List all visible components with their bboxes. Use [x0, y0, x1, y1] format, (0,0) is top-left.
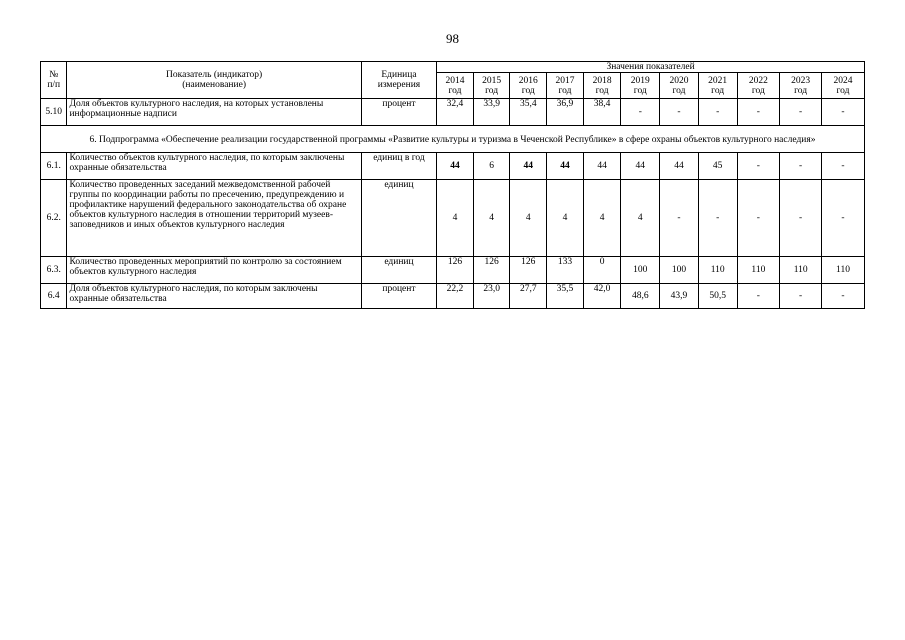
row-value-2015: 6	[473, 153, 510, 180]
header-year-value: 2016	[518, 75, 538, 86]
page-number: 98	[446, 31, 459, 46]
row-value-2021: 45	[698, 153, 737, 180]
row-value-2024: -	[822, 153, 865, 180]
row-value-2015: 33,9	[473, 99, 510, 126]
row-value-2022: -	[737, 180, 780, 257]
header-unit-line2: измерения	[377, 80, 421, 90]
header-year-suffix: год	[751, 85, 765, 96]
row-indicator: Количество объектов культурного наследия, по которым заключены охранные обязательства	[67, 153, 361, 180]
header-year-value: 2018	[592, 75, 612, 86]
row-number: 6.2.	[41, 180, 67, 257]
header-year-value: 2022	[748, 75, 768, 86]
subprogram-title: 6. Подпрограмма «Обеспечение реализации государственной программы «Развитие культуры и туризма в Чеченской Республике» в сфере охраны объектов культурного наследия»	[41, 126, 865, 153]
row-value-2023: -	[780, 153, 822, 180]
row-value-2018: 38,4	[583, 99, 621, 126]
table-row	[41, 153, 865, 180]
header-year-value: 2021	[708, 75, 728, 86]
row-value-2023: -	[780, 284, 822, 309]
row-value-2023: -	[780, 180, 822, 257]
row-indicator: Доля объектов культурного наследия, по которым заключены охранные обязательства	[67, 284, 361, 309]
row-value-2016: 126	[510, 257, 547, 284]
row-indicator: Доля объектов культурного наследия, на которых установлены информационные надписи	[67, 99, 361, 126]
header-year-2022	[737, 73, 780, 99]
header-year-value: 2024	[833, 75, 853, 86]
header-year-value: 2020	[669, 75, 689, 86]
header-year-suffix: год	[836, 85, 850, 96]
header-year-suffix: год	[711, 85, 725, 96]
row-value-2014: 4	[437, 180, 474, 257]
row-value-2016: 35,4	[510, 99, 547, 126]
header-indicator-line2: (наименование)	[182, 80, 246, 90]
row-value-2014: 126	[437, 257, 474, 284]
table-row	[41, 180, 865, 257]
row-unit: процент	[361, 99, 436, 126]
row-value-2017: 35,5	[547, 284, 584, 309]
row-value-2020: -	[660, 180, 699, 257]
row-value-2022: -	[737, 284, 780, 309]
header-values: Значения показателей	[437, 62, 865, 73]
header-year-2016	[510, 73, 547, 99]
row-value-2023: -	[780, 99, 822, 126]
header-indicator	[67, 62, 361, 99]
header-year-2018	[583, 73, 621, 99]
header-year-2020	[660, 73, 699, 99]
table-row	[41, 257, 865, 284]
row-value-2020: 100	[660, 257, 699, 284]
row-value-2014: 44	[437, 153, 474, 180]
row-value-2017: 36,9	[547, 99, 584, 126]
header-year-2021	[698, 73, 737, 99]
header-unit-line1: Единица	[381, 70, 417, 80]
row-value-2018: 44	[583, 153, 621, 180]
header-year-suffix: год	[448, 85, 462, 96]
row-number: 6.3.	[41, 257, 67, 284]
subprogram-row	[41, 126, 865, 153]
row-number: 6.1.	[41, 153, 67, 180]
row-indicator: Количество проведенных заседаний межведомственной рабочей группы по координации работы по пресечению, предупреждению и профилактике нарушений федерального законодательства об охране объектов культурного наследия в отношении территорий музеев-заповедников и иных объектов культурного наследия	[67, 180, 361, 257]
row-value-2014: 32,4	[437, 99, 474, 126]
row-value-2014: 22,2	[437, 284, 474, 309]
row-unit: единиц	[361, 257, 436, 284]
row-value-2020: 43,9	[660, 284, 699, 309]
row-value-2024: 110	[822, 257, 865, 284]
header-year-suffix: год	[521, 85, 535, 96]
row-value-2024: -	[822, 180, 865, 257]
row-value-2022: -	[737, 99, 780, 126]
header-year-value: 2017	[555, 75, 575, 86]
row-number: 6.4	[41, 284, 67, 309]
row-value-2016: 44	[510, 153, 547, 180]
header-year-value: 2019	[630, 75, 650, 86]
indicators-table	[40, 61, 865, 309]
header-year-2023	[780, 73, 822, 99]
row-indicator: Количество проведенных мероприятий по контролю за состоянием объектов культурного наследия	[67, 257, 361, 284]
row-value-2017: 44	[547, 153, 584, 180]
row-value-2018: 42,0	[583, 284, 621, 309]
row-value-2017: 133	[547, 257, 584, 284]
header-indicator-line1: Показатель (индикатор)	[166, 70, 263, 80]
header-year-value: 2023	[791, 75, 811, 86]
header-year-2017	[547, 73, 584, 99]
header-year-suffix: год	[485, 85, 499, 96]
header-num-line2: п/п	[47, 80, 61, 90]
header-year-suffix: год	[595, 85, 609, 96]
header-year-suffix: год	[633, 85, 647, 96]
row-value-2016: 27,7	[510, 284, 547, 309]
row-value-2022: -	[737, 153, 780, 180]
row-value-2020: 44	[660, 153, 699, 180]
row-value-2024: -	[822, 284, 865, 309]
row-value-2023: 110	[780, 257, 822, 284]
table-row	[41, 284, 865, 309]
row-value-2021: 110	[698, 257, 737, 284]
row-value-2019: 4	[621, 180, 660, 257]
header-unit	[361, 62, 436, 99]
header-year-2015	[473, 73, 510, 99]
row-unit: процент	[361, 284, 436, 309]
row-number: 5.10	[41, 99, 67, 126]
row-value-2021: 50,5	[698, 284, 737, 309]
row-value-2021: -	[698, 180, 737, 257]
row-value-2021: -	[698, 99, 737, 126]
header-num	[41, 62, 67, 99]
row-value-2016: 4	[510, 180, 547, 257]
header-year-2024	[822, 73, 865, 99]
header-year-suffix: год	[672, 85, 686, 96]
row-value-2017: 4	[547, 180, 584, 257]
row-value-2015: 4	[473, 180, 510, 257]
row-value-2015: 126	[473, 257, 510, 284]
row-value-2019: 44	[621, 153, 660, 180]
row-value-2019: -	[621, 99, 660, 126]
row-value-2024: -	[822, 99, 865, 126]
row-value-2022: 110	[737, 257, 780, 284]
table-row	[41, 99, 865, 126]
row-value-2020: -	[660, 99, 699, 126]
header-year-suffix: год	[558, 85, 572, 96]
header-year-value: 2015	[482, 75, 502, 86]
row-value-2019: 48,6	[621, 284, 660, 309]
row-value-2015: 23,0	[473, 284, 510, 309]
row-unit: единиц	[361, 180, 436, 257]
header-year-2019	[621, 73, 660, 99]
row-value-2018: 0	[583, 257, 621, 284]
header-num-line1: №	[49, 70, 59, 80]
row-unit: единиц в год	[361, 153, 436, 180]
row-value-2018: 4	[583, 180, 621, 257]
header-year-suffix: год	[794, 85, 808, 96]
row-value-2019: 100	[621, 257, 660, 284]
header-year-2014	[437, 73, 474, 99]
header-year-value: 2014	[445, 75, 465, 86]
